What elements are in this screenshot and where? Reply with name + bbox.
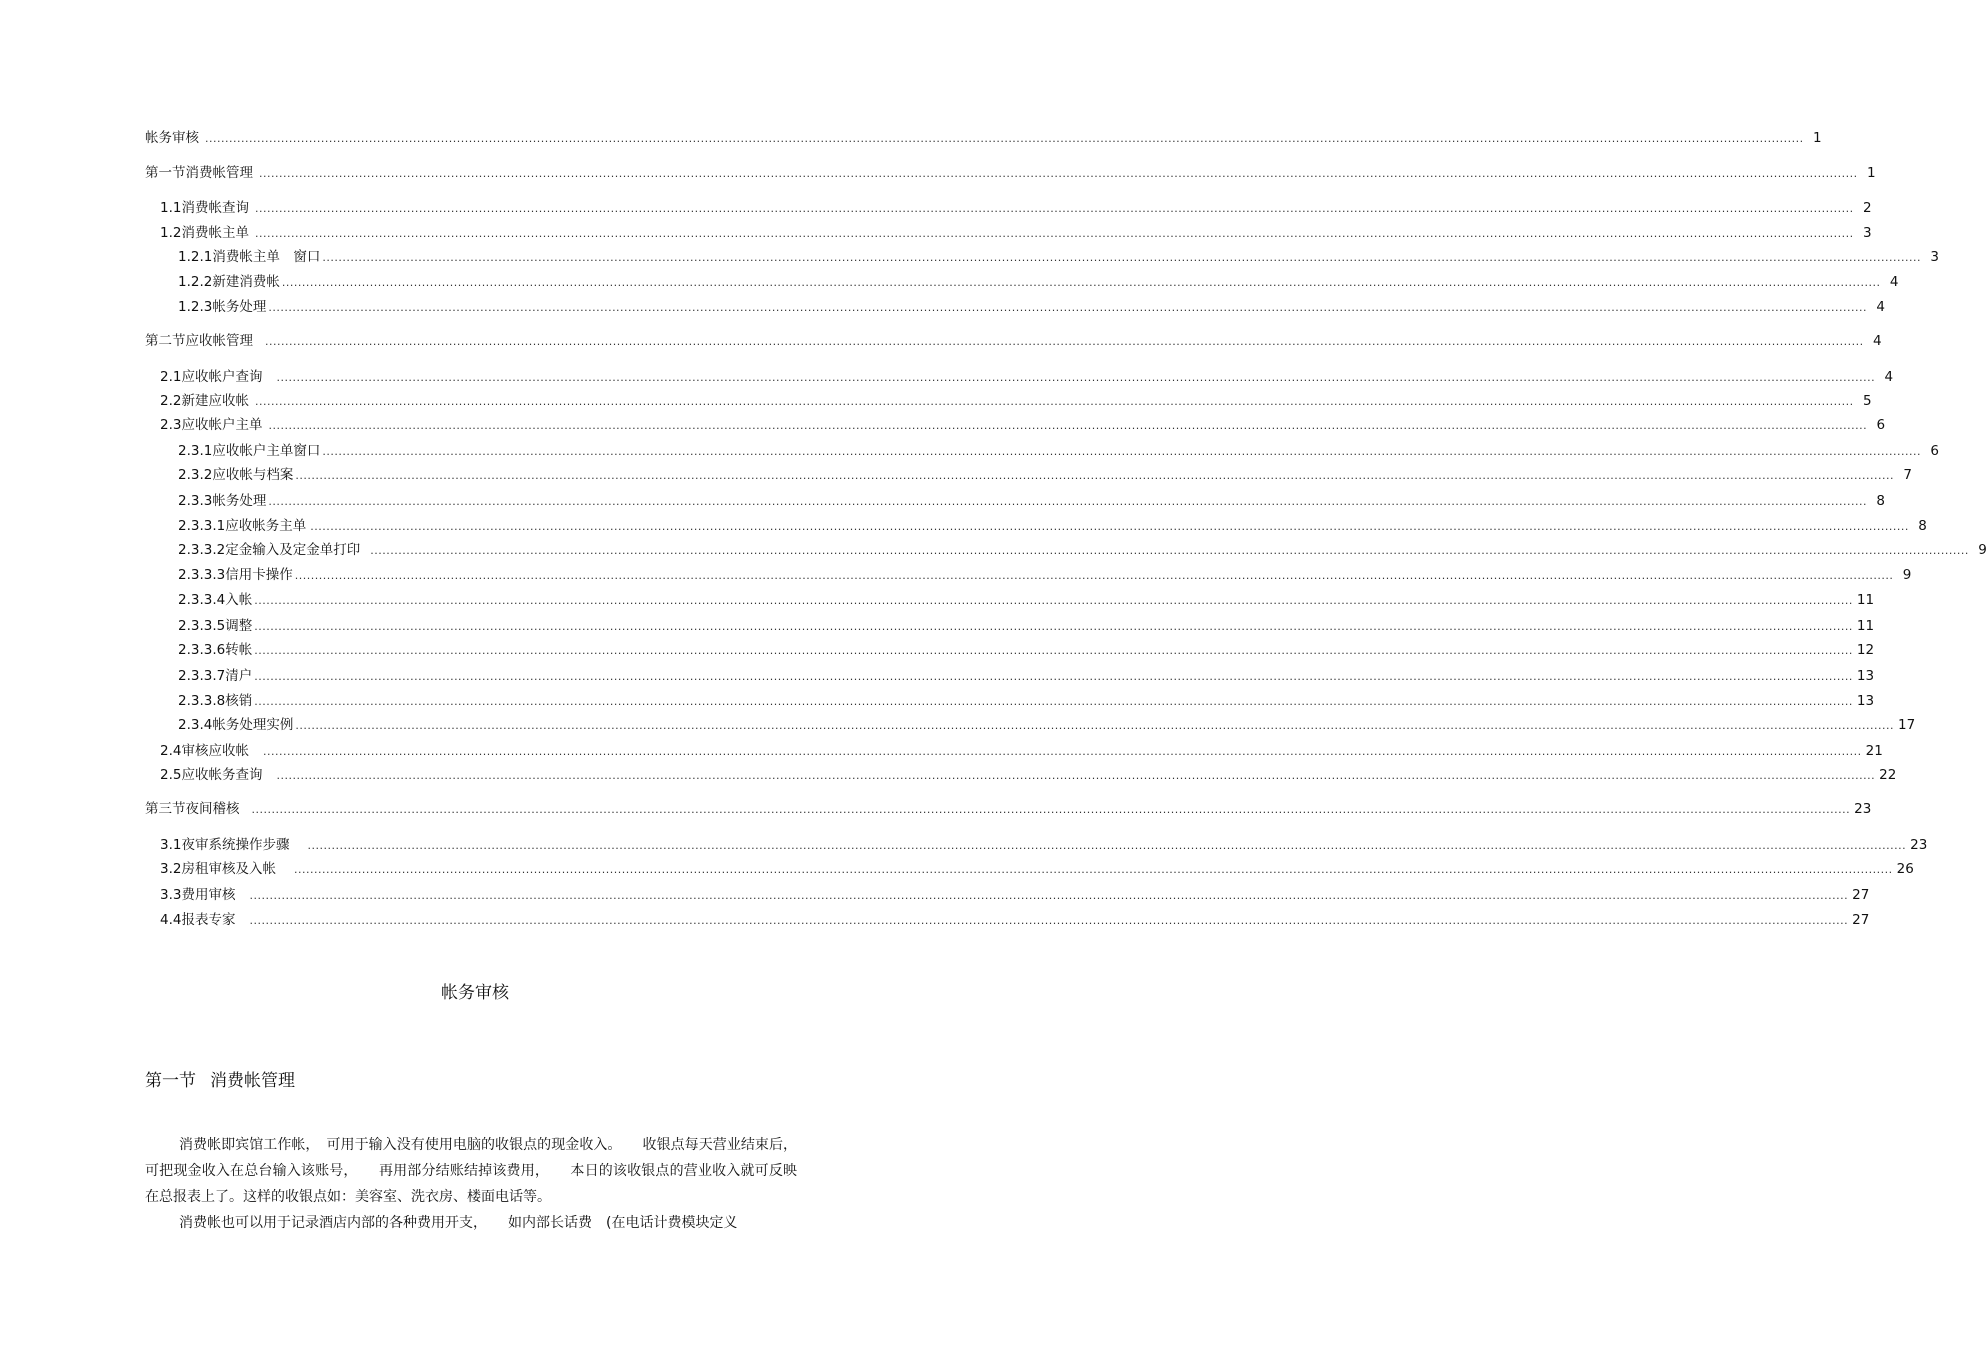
toc-entry-text: 报表专家 [181,912,236,928]
toc-row[interactable] [178,617,1875,636]
toc-row[interactable] [145,129,1822,148]
paragraph: 消费帐也可以用于记录酒店内部的各种费用开支， 如内部长话费 (在电话计费模块定义 [179,1215,738,1231]
toc-page-number: 21 [1865,743,1883,759]
toc-row[interactable] [145,800,1872,819]
toc-leader: ................................................................................................................................................................................................................................................................................................................................................................................................................ [251,803,1851,816]
toc-row[interactable] [160,886,1870,905]
toc-row[interactable] [160,224,1872,243]
toc-entry-text: 帐务处理 [212,299,267,315]
toc-row[interactable] [178,466,1912,485]
toc-entry-text: 清户 [225,668,253,684]
toc-page-number: 5 [1863,393,1872,409]
toc-entry-number: 1.2 [160,225,182,241]
toc-entry-text: 夜审系统操作步骤 [181,837,290,853]
toc-leader: ................................................................................................................................................................................................................................................................................................................................................................................................................ [295,469,1894,482]
toc-row[interactable] [160,199,1872,218]
toc-entry-number: 4.4 [160,912,182,928]
toc-entry-text: 定金输入及定金单打印 [225,542,361,558]
toc-leader: ................................................................................................................................................................................................................................................................................................................................................................................................................ [262,745,1862,758]
toc-entry-number: 2.2 [160,393,182,409]
toc-page-number: 4 [1884,369,1894,385]
toc-page-number: 4 [1876,299,1885,315]
toc-entry-text: 夜间稽核 [185,801,240,817]
document-title: 帐务审核 [441,983,509,1003]
toc-row[interactable] [178,692,1875,711]
toc-entry-number: 1.2.3 [178,299,213,315]
toc-row[interactable] [178,442,1939,461]
toc-page-number: 13 [1856,693,1875,709]
toc-leader: ................................................................................................................................................................................................................................................................................................................................................................................................................ [276,769,1876,782]
toc-entry-text: 消费帐查询 [181,200,249,216]
toc-leader: ................................................................................................................................................................................................................................................................................................................................................................................................................ [295,719,1894,732]
toc-row[interactable] [178,517,1927,536]
toc-page-number: 7 [1903,467,1912,483]
toc-leader: ................................................................................................................................................................................................................................................................................................................................................................................................................ [265,335,1864,348]
toc-entry-number: 2.3.3 [178,493,213,509]
toc-entry-text: 帐务审核 [145,130,199,146]
toc-row[interactable] [178,641,1875,660]
toc-page-number: 23 [1854,801,1872,817]
toc-page-number: 9 [1902,567,1912,583]
toc-page-number: 2 [1863,200,1872,216]
toc-row[interactable] [160,392,1872,411]
toc-page-number: 8 [1876,493,1885,509]
toc-page-number: 6 [1876,417,1886,433]
toc-page-number: 12 [1856,642,1875,658]
toc-entry-number: 2.3.3.7 [178,668,226,684]
toc-entry-text: 审核应收帐 [181,743,249,759]
paragraph: 消费帐即宾馆工作帐， 可用于输入没有使用电脑的收银点的现金收入。 收银点每天营业结束后，可把现金收入在总台输入该账号， 再用部分结账结掉该费用， 本日的该收银点的营业收入就可反映在总报表上了。这样的收银点如：美容室、洗衣房、楼面电话等。 [145,1137,797,1205]
toc-leader: ................................................................................................................................................................................................................................................................................................................................................................................................................ [268,301,1867,314]
toc-leader: ................................................................................................................................................................................................................................................................................................................................................................................................................ [281,276,1881,289]
toc-entry-text: 调整 [225,618,253,634]
toc-page-number: 27 [1852,912,1870,928]
toc-page-number: 3 [1930,249,1939,265]
toc-leader: ................................................................................................................................................................................................................................................................................................................................................................................................................ [205,132,1804,145]
toc-page-number: 9 [1978,542,1987,558]
toc-leader: ................................................................................................................................................................................................................................................................................................................................................................................................................ [254,594,1853,607]
toc-leader: ................................................................................................................................................................................................................................................................................................................................................................................................................ [254,695,1853,708]
toc-page-number: 11 [1856,618,1875,634]
toc-leader: ................................................................................................................................................................................................................................................................................................................................................................................................................ [249,914,1849,927]
toc-page-number: 1 [1867,165,1876,181]
toc-entry-number: 2.3.3.2 [178,542,226,558]
toc-entry-text: 应收帐户查询 [181,369,263,385]
toc-leader: ................................................................................................................................................................................................................................................................................................................................................................................................................ [322,445,1921,458]
toc-entry-text: 应收帐管理 [185,333,253,349]
toc-entry-number: 2.3.3.8 [178,693,226,709]
section-number: 第一节 [145,1071,196,1091]
toc-entry-number: 1.2.1 [178,249,213,265]
toc-leader: ................................................................................................................................................................................................................................................................................................................................................................................................................ [322,251,1921,264]
toc-leader: ................................................................................................................................................................................................................................................................................................................................................................................................................ [254,202,1854,215]
toc-entry-number: 2.3.3.3 [178,567,226,583]
toc-row[interactable] [160,368,1894,387]
toc-entry-number: 2.3.3.4 [178,592,226,608]
toc-row[interactable] [160,742,1883,761]
toc-row[interactable] [160,911,1870,930]
toc-entry-text: 核销 [225,693,253,709]
toc-entry-number: 1.2.2 [178,274,213,290]
toc-entry-text: 入帐 [225,592,253,608]
toc-row[interactable] [178,566,1912,585]
toc-page-number: 4 [1873,333,1882,349]
toc-leader: ................................................................................................................................................................................................................................................................................................................................................................................................................ [249,889,1849,902]
toc-page-number: 11 [1856,592,1875,608]
toc-page-number: 23 [1910,837,1928,853]
toc-row[interactable] [178,248,1939,267]
toc-entry-text: 应收帐务查询 [181,767,263,783]
toc-entry-number: 第二节 [145,333,186,349]
toc-entry-number: 2.3.3.1 [178,518,226,534]
section-title: 消费帐管理 [210,1071,295,1091]
toc-entry-number: 第三节 [145,801,186,817]
toc-leader: ................................................................................................................................................................................................................................................................................................................................................................................................................ [294,569,1894,582]
toc-row[interactable] [178,716,1916,735]
toc-row[interactable] [178,298,1885,317]
toc-page-number: 22 [1879,767,1897,783]
toc-page-number: 8 [1918,518,1927,534]
toc-page-number: 26 [1896,861,1914,877]
toc-entry-number: 2.3 [160,417,182,433]
toc-entry-number: 2.4 [160,743,182,759]
toc-entry-number: 2.3.4 [178,717,213,733]
toc-row[interactable] [160,766,1897,785]
toc-leader: ................................................................................................................................................................................................................................................................................................................................................................................................................ [259,167,1858,180]
toc-entry-text: 帐务处理 [212,493,267,509]
toc-leader: ................................................................................................................................................................................................................................................................................................................................................................................................................ [254,644,1853,657]
toc-row[interactable] [178,273,1899,292]
toc-entry-text: 消费帐主单 [181,225,249,241]
toc-entry-number: 2.3.1 [178,443,213,459]
toc-page-number: 6 [1930,443,1939,459]
toc-leader: ................................................................................................................................................................................................................................................................................................................................................................................................................ [254,227,1854,240]
toc-entry-text: 应收帐与档案 [212,467,294,483]
toc-leader: ................................................................................................................................................................................................................................................................................................................................................................................................................ [268,495,1867,508]
toc-leader: ................................................................................................................................................................................................................................................................................................................................................................................................................ [254,670,1853,683]
section-heading [145,1066,295,1091]
toc-entry-text: 应收帐户主单 [181,417,263,433]
toc-row[interactable] [160,836,1928,855]
body-text [145,1132,797,1236]
toc-entry-text: 房租审核及入帐 [181,861,276,877]
toc-row[interactable] [160,860,1914,879]
toc-entry-number: 2.3.3.6 [178,642,226,658]
toc-entry-number: 3.2 [160,861,182,877]
toc-leader: ................................................................................................................................................................................................................................................................................................................................................................................................................ [310,520,1909,533]
toc-entry-number: 2.5 [160,767,182,783]
toc-page-number: 27 [1852,887,1870,903]
toc-entry-text: 消费帐管理 [185,165,253,181]
toc-entry-text: 信用卡操作 [225,567,293,583]
toc-leader: ................................................................................................................................................................................................................................................................................................................................................................................................................ [254,620,1853,633]
toc-entry-text: 新建应收帐 [181,393,249,409]
toc-entry-number: 3.1 [160,837,182,853]
toc-entry-text: 应收帐务主单 [225,518,307,534]
toc-leader: ................................................................................................................................................................................................................................................................................................................................................................................................................ [276,371,1876,384]
toc-leader: ................................................................................................................................................................................................................................................................................................................................................................................................................ [370,544,1969,557]
toc-leader: ................................................................................................................................................................................................................................................................................................................................................................................................................ [307,839,1907,852]
toc-entry-text: 转帐 [225,642,253,658]
toc-entry-text: 消费帐主单 窗口 [212,249,321,265]
toc-row[interactable] [178,667,1875,686]
toc-leader: ................................................................................................................................................................................................................................................................................................................................................................................................................ [293,863,1893,876]
toc-entry-number: 3.3 [160,887,182,903]
toc-leader: ................................................................................................................................................................................................................................................................................................................................................................................................................ [268,419,1868,432]
toc-entry-text: 帐务处理实例 [212,717,294,733]
toc-entry-number: 2.3.2 [178,467,213,483]
toc-leader: ................................................................................................................................................................................................................................................................................................................................................................................................................ [254,395,1854,408]
toc-row[interactable] [145,332,1882,351]
toc-page-number: 17 [1898,717,1916,733]
toc-row[interactable] [178,541,1987,560]
toc-entry-number: 2.1 [160,369,182,385]
toc-row[interactable] [178,492,1885,511]
toc-page-number: 3 [1863,225,1872,241]
toc-entry-number: 第一节 [145,165,186,181]
toc-row[interactable] [145,164,1876,183]
toc-page-number: 1 [1813,130,1822,146]
toc-page-number: 4 [1889,274,1899,290]
toc-entry-text: 费用审核 [181,887,236,903]
toc-row[interactable] [160,416,1886,435]
toc-entry-number: 1.1 [160,200,182,216]
toc-entry-text: 应收帐户主单窗口 [212,443,321,459]
toc-entry-text: 新建消费帐 [212,274,280,290]
toc-entry-number: 2.3.3.5 [178,618,226,634]
toc-row[interactable] [178,591,1875,610]
toc-page-number: 13 [1856,668,1875,684]
